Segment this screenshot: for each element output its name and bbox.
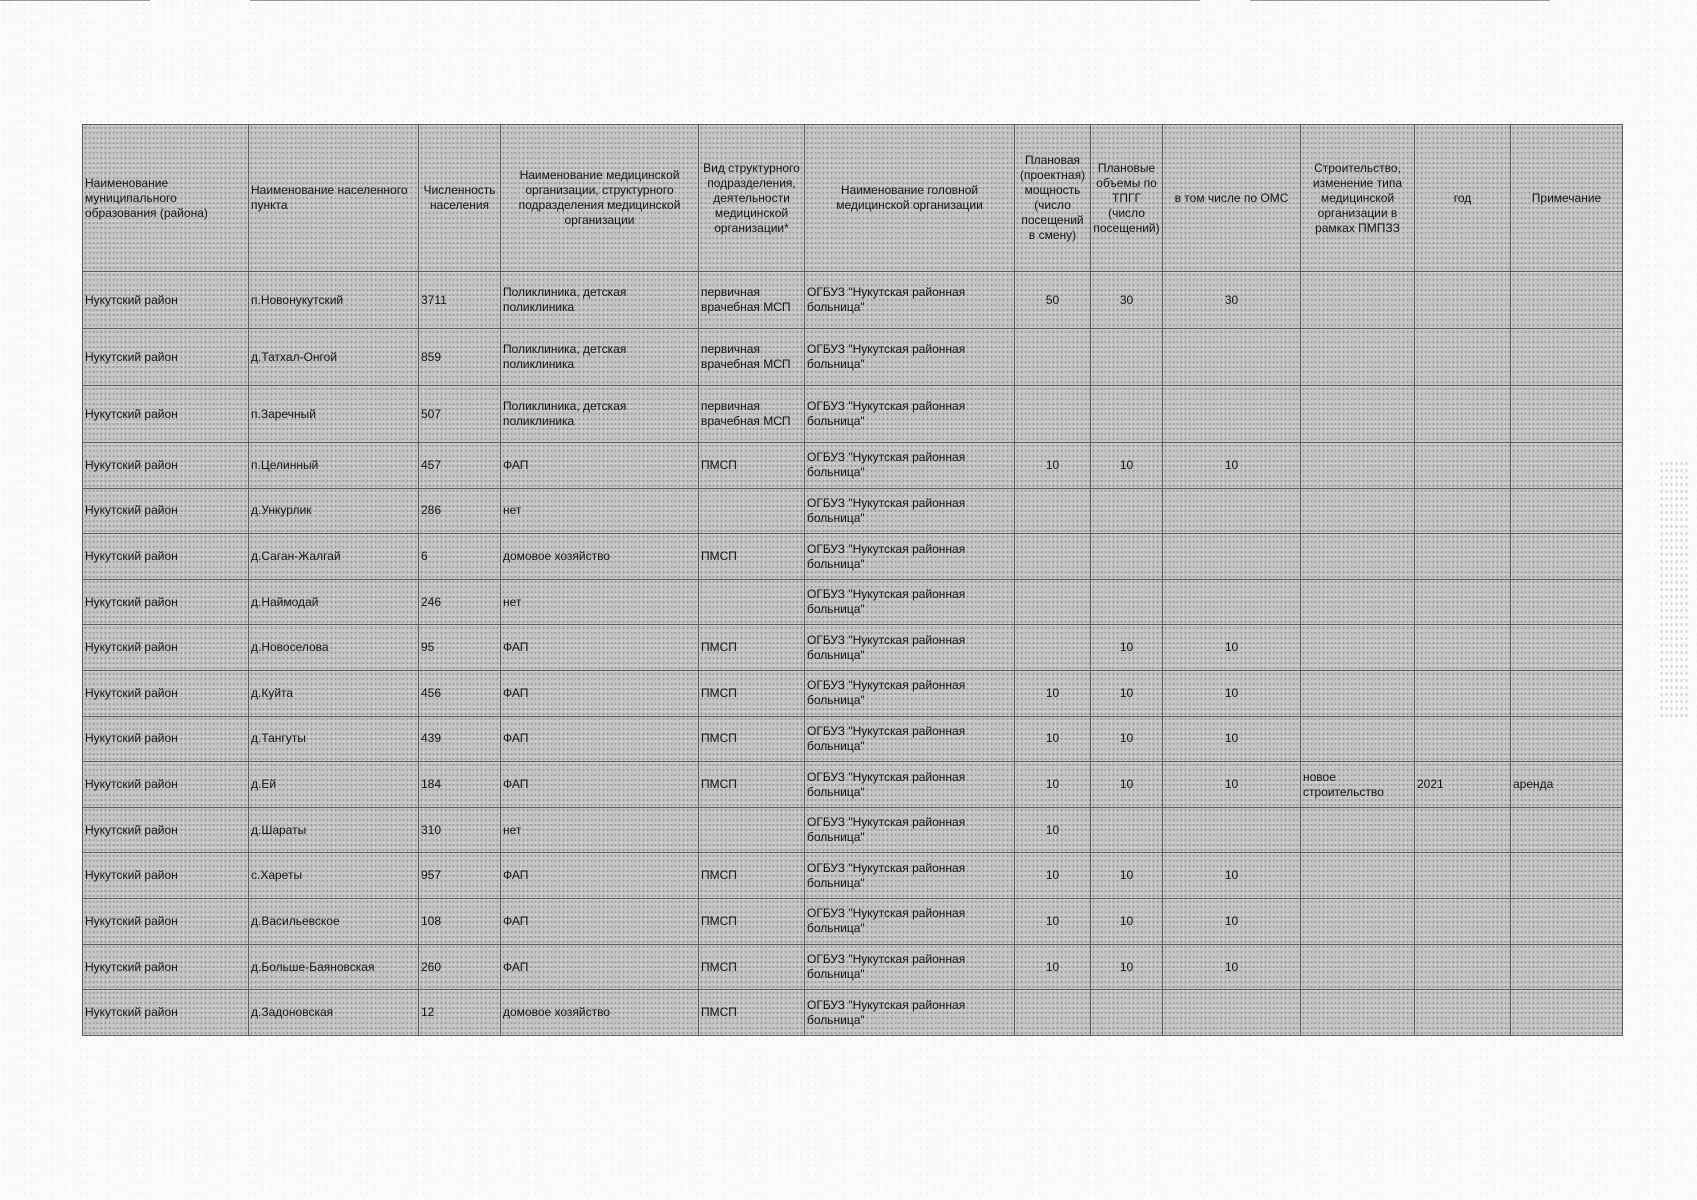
cell-municipality: Нукутский район [83, 853, 249, 899]
cell-year [1415, 443, 1511, 489]
cell-head-organization: ОГБУЗ "Нукутская районная больница" [805, 716, 1015, 762]
cell-unit-type: ПМСП [699, 534, 805, 580]
cell-medical-organization: домовое хозяйство [501, 990, 699, 1036]
cell-year [1415, 386, 1511, 443]
cell-year [1415, 807, 1511, 853]
header-oms: в том числе по ОМС [1163, 125, 1301, 272]
cell-medical-organization: ФАП [501, 762, 699, 808]
cell-note [1511, 671, 1623, 717]
medical-organizations-table [82, 124, 1623, 1036]
cell-oms: 10 [1163, 899, 1301, 945]
cell-municipality: Нукутский район [83, 807, 249, 853]
cell-head-organization: ОГБУЗ "Нукутская районная больница" [805, 807, 1015, 853]
cell-year [1415, 990, 1511, 1036]
cell-oms: 10 [1163, 625, 1301, 671]
table-row [83, 990, 1623, 1036]
cell-year: 2021 [1415, 762, 1511, 808]
cell-year [1415, 488, 1511, 534]
table-body [83, 272, 1623, 1036]
cell-note [1511, 625, 1623, 671]
cell-year [1415, 579, 1511, 625]
cell-medical-organization: ФАП [501, 671, 699, 717]
cell-municipality: Нукутский район [83, 625, 249, 671]
cell-planned-capacity [1015, 488, 1091, 534]
header-municipality: Наименование муниципального образования (района) [83, 125, 249, 272]
cell-head-organization: ОГБУЗ "Нукутская районная больница" [805, 579, 1015, 625]
cell-settlement: д.Наймодай [249, 579, 419, 625]
cell-settlement: д.Шараты [249, 807, 419, 853]
cell-unit-type: ПМСП [699, 853, 805, 899]
cell-planned-capacity: 10 [1015, 443, 1091, 489]
cell-unit-type [699, 579, 805, 625]
cell-construction [1301, 443, 1415, 489]
cell-planned-capacity: 50 [1015, 272, 1091, 329]
cell-planned-capacity [1015, 990, 1091, 1036]
cell-municipality: Нукутский район [83, 899, 249, 945]
cell-planned-capacity: 10 [1015, 899, 1091, 945]
cell-planned-volume: 30 [1091, 272, 1163, 329]
cell-planned-capacity: 10 [1015, 944, 1091, 990]
cell-head-organization: ОГБУЗ "Нукутская районная больница" [805, 488, 1015, 534]
cell-planned-volume: 10 [1091, 443, 1163, 489]
cell-construction [1301, 329, 1415, 386]
cell-unit-type: ПМСП [699, 944, 805, 990]
scan-edge-line [250, 0, 1200, 1]
cell-note [1511, 386, 1623, 443]
scan-edge-line [1250, 0, 1550, 1]
cell-medical-organization: Поликлиника, детская поликлиника [501, 272, 699, 329]
cell-planned-volume: 10 [1091, 899, 1163, 945]
cell-population: 507 [419, 386, 501, 443]
cell-planned-volume [1091, 990, 1163, 1036]
cell-unit-type [699, 807, 805, 853]
cell-unit-type: ПМСП [699, 443, 805, 489]
cell-year [1415, 944, 1511, 990]
cell-head-organization: ОГБУЗ "Нукутская районная больница" [805, 329, 1015, 386]
cell-oms [1163, 807, 1301, 853]
cell-note [1511, 443, 1623, 489]
cell-head-organization: ОГБУЗ "Нукутская районная больница" [805, 944, 1015, 990]
cell-head-organization: ОГБУЗ "Нукутская районная больница" [805, 443, 1015, 489]
cell-oms [1163, 990, 1301, 1036]
cell-medical-organization: Поликлиника, детская поликлиника [501, 329, 699, 386]
cell-note [1511, 488, 1623, 534]
header-planned-capacity: Плановая (проектная) мощность (число посещений в смену) [1015, 125, 1091, 272]
table-row [83, 944, 1623, 990]
header-settlement: Наименование населенного пункта [249, 125, 419, 272]
cell-medical-organization: домовое хозяйство [501, 534, 699, 580]
cell-municipality: Нукутский район [83, 671, 249, 717]
cell-unit-type: ПМСП [699, 716, 805, 762]
cell-unit-type: ПМСП [699, 762, 805, 808]
cell-medical-organization: Поликлиника, детская поликлиника [501, 386, 699, 443]
cell-unit-type: первичная врачебная МСП [699, 272, 805, 329]
cell-planned-volume: 10 [1091, 625, 1163, 671]
table-row [83, 488, 1623, 534]
cell-medical-organization: ФАП [501, 625, 699, 671]
cell-construction [1301, 899, 1415, 945]
cell-oms [1163, 579, 1301, 625]
cell-oms: 10 [1163, 443, 1301, 489]
cell-municipality: Нукутский район [83, 386, 249, 443]
cell-head-organization: ОГБУЗ "Нукутская районная больница" [805, 853, 1015, 899]
cell-settlement: д.Ей [249, 762, 419, 808]
cell-planned-capacity: 10 [1015, 671, 1091, 717]
cell-planned-capacity: 10 [1015, 716, 1091, 762]
cell-construction [1301, 853, 1415, 899]
cell-construction [1301, 625, 1415, 671]
cell-population: 859 [419, 329, 501, 386]
cell-construction [1301, 386, 1415, 443]
cell-planned-capacity [1015, 625, 1091, 671]
cell-population: 457 [419, 443, 501, 489]
cell-planned-volume [1091, 579, 1163, 625]
cell-planned-volume: 10 [1091, 762, 1163, 808]
cell-head-organization: ОГБУЗ "Нукутская районная больница" [805, 386, 1015, 443]
header-unit-type: Вид структурного подразделения, деятельности медицинской организации* [699, 125, 805, 272]
cell-population: 456 [419, 671, 501, 717]
cell-population: 3711 [419, 272, 501, 329]
cell-note [1511, 899, 1623, 945]
cell-municipality: Нукутский район [83, 488, 249, 534]
cell-oms: 10 [1163, 716, 1301, 762]
cell-settlement: с.Хареты [249, 853, 419, 899]
header-planned-volume: Плановые объемы по ТПГГ (число посещений) [1091, 125, 1163, 272]
cell-planned-volume: 10 [1091, 853, 1163, 899]
cell-municipality: Нукутский район [83, 990, 249, 1036]
cell-population: 108 [419, 899, 501, 945]
table-row [83, 899, 1623, 945]
cell-construction [1301, 807, 1415, 853]
cell-oms [1163, 534, 1301, 580]
cell-head-organization: ОГБУЗ "Нукутская районная больница" [805, 990, 1015, 1036]
cell-note [1511, 807, 1623, 853]
cell-unit-type: ПМСП [699, 625, 805, 671]
cell-unit-type: ПМСП [699, 671, 805, 717]
cell-medical-organization: ФАП [501, 899, 699, 945]
cell-year [1415, 625, 1511, 671]
margin-handwriting [1659, 460, 1689, 720]
cell-planned-capacity [1015, 329, 1091, 386]
cell-settlement: д.Куйта [249, 671, 419, 717]
cell-municipality: Нукутский район [83, 944, 249, 990]
cell-unit-type: первичная врачебная МСП [699, 329, 805, 386]
cell-construction [1301, 671, 1415, 717]
header-construction: Строительство, изменение типа медицинской организации в рамках ПМПЗЗ [1301, 125, 1415, 272]
cell-municipality: Нукутский район [83, 329, 249, 386]
cell-oms: 10 [1163, 671, 1301, 717]
cell-population: 6 [419, 534, 501, 580]
cell-head-organization: ОГБУЗ "Нукутская районная больница" [805, 762, 1015, 808]
cell-year [1415, 671, 1511, 717]
cell-settlement: п.Заречный [249, 386, 419, 443]
cell-note [1511, 329, 1623, 386]
cell-municipality: Нукутский район [83, 534, 249, 580]
cell-planned-capacity: 10 [1015, 762, 1091, 808]
cell-year [1415, 853, 1511, 899]
cell-planned-volume [1091, 386, 1163, 443]
cell-municipality: Нукутский район [83, 272, 249, 329]
cell-year [1415, 329, 1511, 386]
cell-construction [1301, 579, 1415, 625]
cell-head-organization: ОГБУЗ "Нукутская районная больница" [805, 625, 1015, 671]
cell-oms: 30 [1163, 272, 1301, 329]
cell-municipality: Нукутский район [83, 443, 249, 489]
cell-settlement: п.Целинный [249, 443, 419, 489]
cell-year [1415, 272, 1511, 329]
cell-note [1511, 716, 1623, 762]
cell-note: аренда [1511, 762, 1623, 808]
cell-construction [1301, 990, 1415, 1036]
scan-edge-line [0, 0, 150, 1]
cell-population: 260 [419, 944, 501, 990]
cell-note [1511, 944, 1623, 990]
cell-population: 957 [419, 853, 501, 899]
header-row [83, 125, 1623, 272]
cell-note [1511, 853, 1623, 899]
cell-oms [1163, 386, 1301, 443]
cell-construction [1301, 944, 1415, 990]
cell-population: 246 [419, 579, 501, 625]
cell-settlement: д.Саган-Жалгай [249, 534, 419, 580]
cell-oms: 10 [1163, 944, 1301, 990]
cell-year [1415, 534, 1511, 580]
table-row [83, 853, 1623, 899]
cell-head-organization: ОГБУЗ "Нукутская районная больница" [805, 899, 1015, 945]
table-row [83, 579, 1623, 625]
cell-unit-type: ПМСП [699, 899, 805, 945]
cell-note [1511, 990, 1623, 1036]
cell-oms: 10 [1163, 762, 1301, 808]
cell-population: 286 [419, 488, 501, 534]
cell-year [1415, 716, 1511, 762]
cell-population: 439 [419, 716, 501, 762]
cell-planned-volume: 10 [1091, 716, 1163, 762]
cell-municipality: Нукутский район [83, 762, 249, 808]
cell-planned-volume: 10 [1091, 944, 1163, 990]
cell-note [1511, 272, 1623, 329]
cell-planned-capacity [1015, 534, 1091, 580]
cell-settlement: д.Тангуты [249, 716, 419, 762]
cell-planned-volume [1091, 807, 1163, 853]
cell-construction [1301, 534, 1415, 580]
cell-population: 184 [419, 762, 501, 808]
header-head-organization: Наименование головной медицинской организации [805, 125, 1015, 272]
cell-head-organization: ОГБУЗ "Нукутская районная больница" [805, 671, 1015, 717]
cell-settlement: д.Васильевское [249, 899, 419, 945]
cell-construction: новое строительство [1301, 762, 1415, 808]
table-row [83, 534, 1623, 580]
cell-oms [1163, 488, 1301, 534]
cell-population: 12 [419, 990, 501, 1036]
document-sheet [82, 124, 1622, 1036]
header-note: Примечание [1511, 125, 1623, 272]
cell-unit-type [699, 488, 805, 534]
cell-unit-type: ПМСП [699, 990, 805, 1036]
cell-unit-type: первичная врачебная МСП [699, 386, 805, 443]
table-row [83, 443, 1623, 489]
table-row [83, 386, 1623, 443]
cell-medical-organization: ФАП [501, 853, 699, 899]
cell-oms [1163, 329, 1301, 386]
cell-planned-volume: 10 [1091, 671, 1163, 717]
cell-settlement: д.Татхал-Онгой [249, 329, 419, 386]
cell-medical-organization: ФАП [501, 443, 699, 489]
cell-medical-organization: нет [501, 488, 699, 534]
header-medical-organization: Наименование медицинской организации, структурного подразделения медицинской организации [501, 125, 699, 272]
table-row [83, 762, 1623, 808]
cell-head-organization: ОГБУЗ "Нукутская районная больница" [805, 272, 1015, 329]
cell-oms: 10 [1163, 853, 1301, 899]
cell-planned-volume [1091, 534, 1163, 580]
cell-note [1511, 534, 1623, 580]
header-year: год [1415, 125, 1511, 272]
cell-note [1511, 579, 1623, 625]
cell-planned-capacity: 10 [1015, 807, 1091, 853]
cell-planned-volume [1091, 329, 1163, 386]
table-row [83, 807, 1623, 853]
cell-medical-organization: ФАП [501, 716, 699, 762]
cell-population: 310 [419, 807, 501, 853]
table-row [83, 671, 1623, 717]
cell-planned-capacity [1015, 386, 1091, 443]
cell-settlement: п.Новонукутский [249, 272, 419, 329]
cell-planned-volume [1091, 488, 1163, 534]
cell-population: 95 [419, 625, 501, 671]
cell-medical-organization: нет [501, 807, 699, 853]
cell-construction [1301, 272, 1415, 329]
cell-municipality: Нукутский район [83, 579, 249, 625]
cell-construction [1301, 488, 1415, 534]
table-row [83, 329, 1623, 386]
table-row [83, 625, 1623, 671]
cell-settlement: д.Больше-Баяновская [249, 944, 419, 990]
cell-planned-capacity [1015, 579, 1091, 625]
table-row [83, 272, 1623, 329]
cell-settlement: д.Задоновская [249, 990, 419, 1036]
cell-settlement: д.Ункурлик [249, 488, 419, 534]
cell-year [1415, 899, 1511, 945]
cell-municipality: Нукутский район [83, 716, 249, 762]
cell-medical-organization: ФАП [501, 944, 699, 990]
cell-medical-organization: нет [501, 579, 699, 625]
header-population: Численность населения [419, 125, 501, 272]
cell-head-organization: ОГБУЗ "Нукутская районная больница" [805, 534, 1015, 580]
cell-settlement: д.Новоселова [249, 625, 419, 671]
table-row [83, 716, 1623, 762]
cell-planned-capacity: 10 [1015, 853, 1091, 899]
cell-construction [1301, 716, 1415, 762]
